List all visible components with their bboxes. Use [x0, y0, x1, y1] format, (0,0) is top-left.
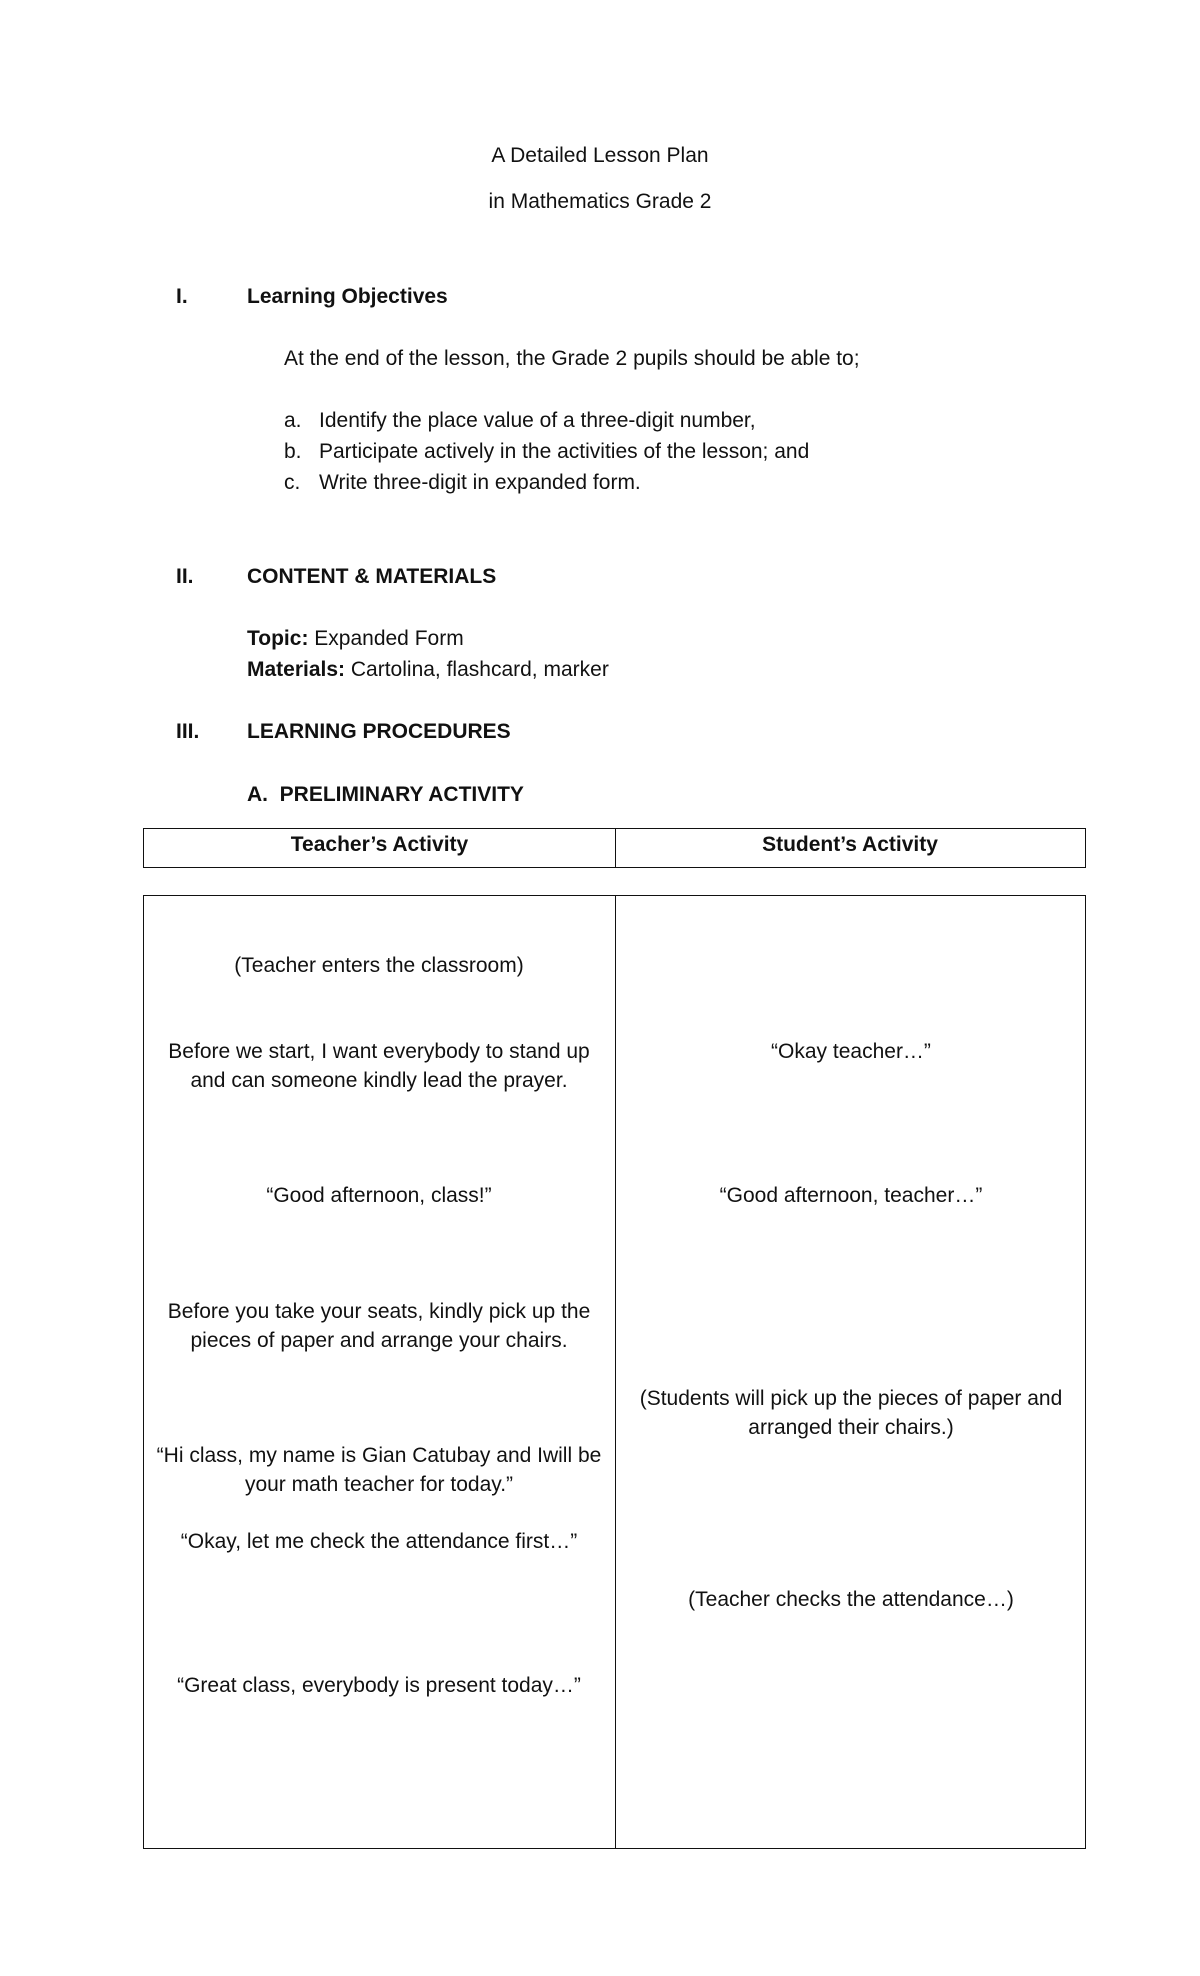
topic-label: Topic:: [247, 627, 309, 650]
objective-item: Identify the place value of a three-digit number,: [319, 409, 756, 432]
activity-header-table: [143, 828, 1086, 868]
document-subtitle: in Mathematics Grade 2: [488, 190, 712, 213]
materials-label: Materials:: [247, 658, 346, 681]
teacher-line: Before you take your seats, kindly pick up the pieces of paper and arrange your chairs.: [167, 1300, 591, 1352]
teacher-line: “Great class, everybody is present today…”: [177, 1674, 581, 1697]
teacher-line: “Hi class, my name is Gian Catubay and Iwill be your math teacher for today.”: [156, 1444, 602, 1496]
teacher-activity-header: Teacher’s Activity: [290, 833, 469, 856]
objective-item: Participate actively in the activities of the lesson; and: [319, 440, 810, 463]
column-divider: [615, 896, 616, 1848]
teacher-line: “Okay, let me check the attendance first…”: [180, 1530, 578, 1553]
student-line: (Teacher checks the attendance…): [688, 1588, 1014, 1611]
subsection-heading-preliminary: A. PRELIMINARY ACTIVITY: [247, 783, 524, 806]
activity-table: [143, 895, 1086, 1849]
document-title: A Detailed Lesson Plan: [491, 144, 709, 167]
teacher-line: “Good afternoon, class!”: [266, 1184, 492, 1207]
teacher-line: Before we start, I want everybody to stand up and can someone kindly lead the prayer.: [168, 1040, 590, 1092]
student-activity-header: Student’s Activity: [762, 833, 938, 856]
student-line: “Okay teacher…”: [771, 1040, 931, 1063]
section-heading-procedures: LEARNING PROCEDURES: [247, 720, 511, 743]
topic-line: [247, 627, 464, 651]
student-line: (Students will pick up the pieces of paper and arranged their chairs.): [639, 1387, 1063, 1439]
section-numeral-objectives: I.: [176, 285, 188, 308]
objectives-intro: At the end of the lesson, the Grade 2 pupils should be able to;: [284, 347, 860, 370]
section-numeral-procedures: III.: [176, 720, 200, 743]
section-numeral-content: II.: [176, 565, 194, 588]
objective-item: Write three-digit in expanded form.: [319, 471, 641, 494]
topic-value: Expanded Form: [308, 627, 464, 650]
teacher-line: (Teacher enters the classroom): [234, 954, 524, 977]
objective-letter: b.: [284, 440, 302, 463]
section-heading-content: CONTENT & MATERIALS: [247, 565, 497, 588]
materials-line: [247, 658, 609, 682]
objective-letter: c.: [284, 471, 301, 494]
objective-letter: a.: [284, 409, 302, 432]
section-heading-objectives: Learning Objectives: [247, 285, 448, 308]
student-line: “Good afternoon, teacher…”: [719, 1184, 983, 1207]
materials-value: Cartolina, flashcard, marker: [345, 658, 609, 681]
